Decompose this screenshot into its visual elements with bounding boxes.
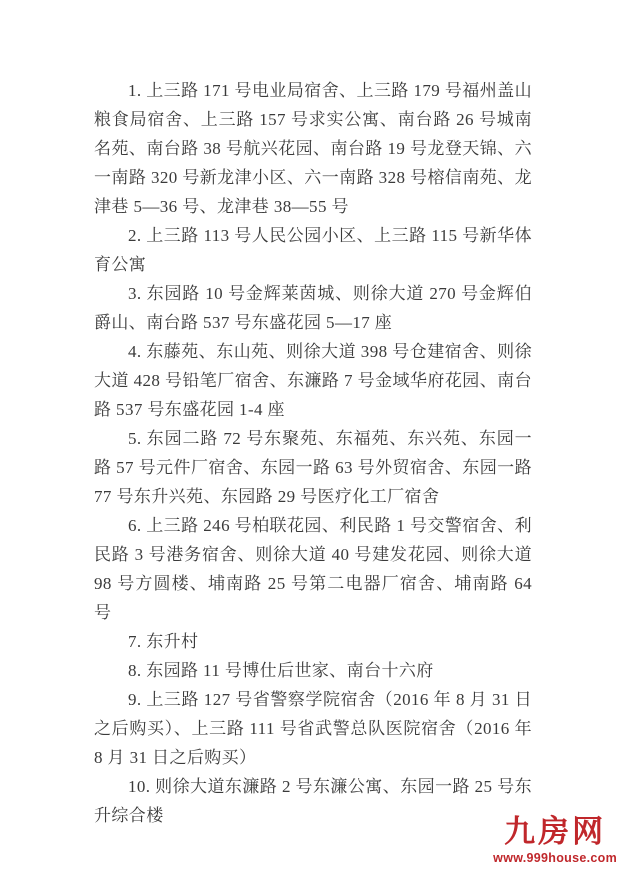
watermark-logo (493, 816, 617, 865)
paragraph-item-6: 6. 上三路 246 号柏联花园、利民路 1 号交警宿舍、利民路 3 号港务宿舍、则徐大道 40 号建发花园、则徐大道 98 号方圆楼、埔南路 25 号第二电器厂宿舍、埔南路 64 号 (94, 516, 532, 622)
logo-url-text: www.999house.com (493, 851, 617, 865)
paragraph-item-1: 1. 上三路 171 号电业局宿舍、上三路 179 号福州盖山粮食局宿舍、上三路 157 号求实公寓、南台路 26 号城南名苑、南台路 38 号航兴花园、南台路 19 号龙登天锦、六一南路 320 号新龙津小区、六一南路 328 号榕信南苑、龙津巷 5—36 号、龙津巷 38—55 号 (94, 81, 532, 216)
paragraph-item-4: 4. 东藤苑、东山苑、则徐大道 398 号仓建宿舍、则徐大道 428 号铅笔厂宿舍、东濂路 7 号金域华府花园、南台路 537 号东盛花园 1-4 座 (94, 342, 532, 419)
paragraph-item-8: 8. 东园路 11 号博仕后世家、南台十六府 (128, 661, 434, 680)
paragraph-item-10: 10. 则徐大道东濂路 2 号东濂公寓、东园一路 25 号东升综合楼 (94, 777, 532, 825)
paragraph-item-3: 3. 东园路 10 号金辉莱茵城、则徐大道 270 号金辉伯爵山、南台路 537 号东盛花园 5—17 座 (94, 284, 532, 332)
logo-brand-text: 九房网 (504, 814, 607, 850)
document-body (94, 76, 532, 830)
paragraph-item-9: 9. 上三路 127 号省警察学院宿舍（2016 年 8 月 31 日之后购买）、上三路 111 号省武警总队医院宿舍（2016 年 8 月 31 日之后购买） (94, 690, 532, 767)
paragraph-item-7: 7. 东升村 (128, 632, 199, 651)
paragraph-item-2: 2. 上三路 113 号人民公园小区、上三路 115 号新华体育公寓 (94, 226, 532, 274)
paragraph-item-5: 5. 东园二路 72 号东聚苑、东福苑、东兴苑、东园一路 57 号元件厂宿舍、东园一路 63 号外贸宿舍、东园一路 77 号东升兴苑、东园路 29 号医疗化工厂宿舍 (94, 429, 532, 506)
